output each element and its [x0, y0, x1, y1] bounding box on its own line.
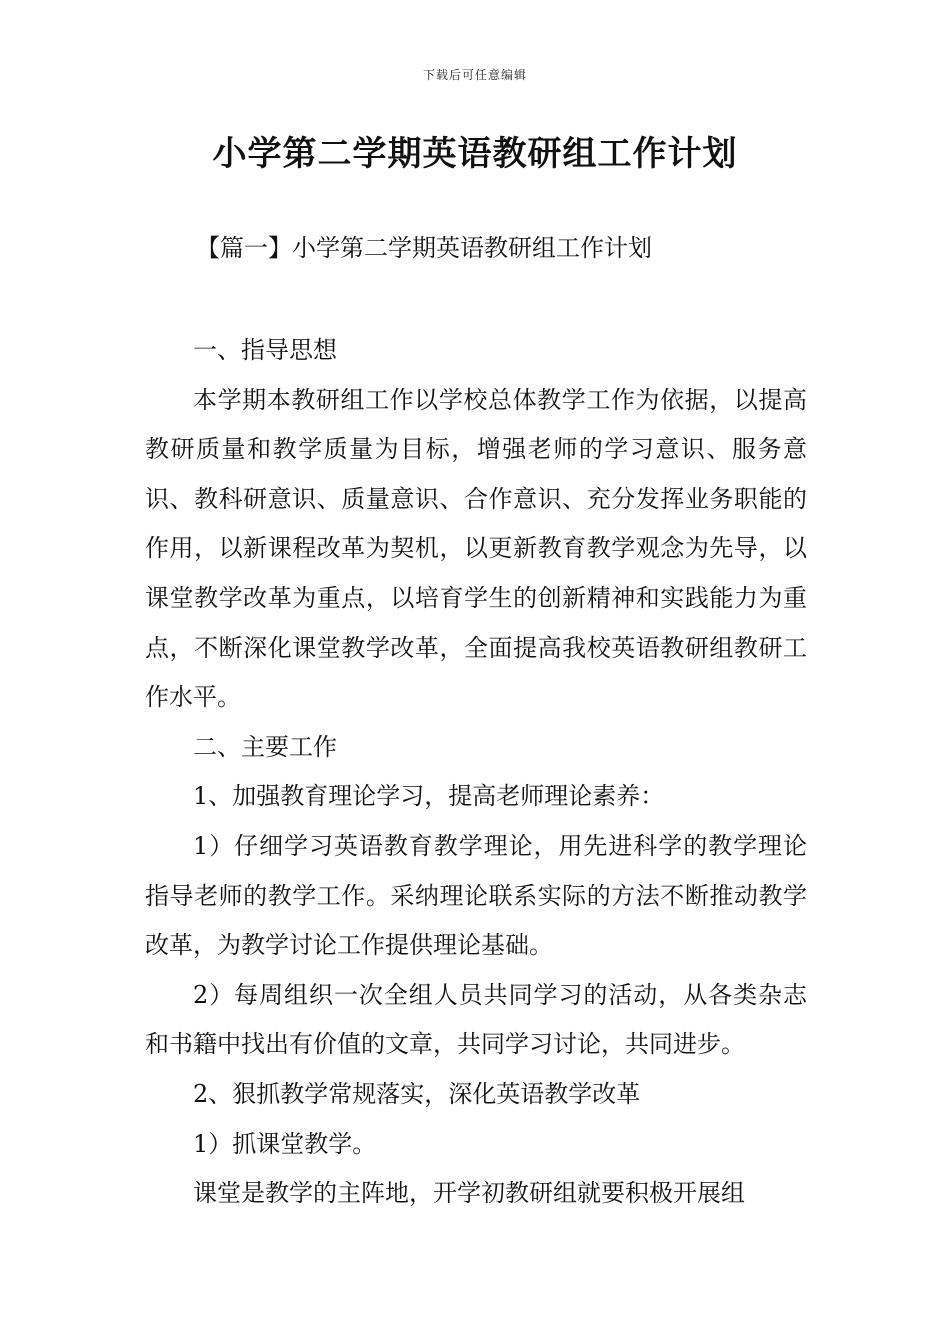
document-title: 小学第二学期英语教研组工作计划 [212, 134, 738, 174]
heading-guiding-ideology: 一、指导思想 [193, 336, 337, 364]
header-note: 下载后可任意编辑 [422, 68, 527, 82]
item-2-teaching-routine: 2、狠抓教学常规落实，深化英语教学改革 [193, 1079, 641, 1108]
section-heading: 【篇一】小学第二学期英语教研组工作计划 [196, 234, 652, 262]
item-1-theory-study: 1、加强教育理论学习，提高老师理论素养： [193, 782, 665, 811]
item-1-1-study-theory: 1）仔细学习英语教育教学理论，用先进科学的教学理论指导老师的教学工作。采纳理论联系实际的方法不断推动教学改革，为教学讨论工作提供理论基础。 [145, 831, 807, 960]
paragraph-guiding-ideology: 本学期本教研组工作以学校总体教学工作为依据，以提高教研质量和教学质量为目标，增强老师的学习意识、服务意识、教科研意识、质量意识、合作意识、充分发挥业务职能的作用，以新课程改革为契机，以更新教育教学观念为先导，以课堂教学改革为重点，以培育学生的创新精神和实践能力为重点，不断深化课堂教学改革，全面提高我校英语教研组教研工作水平。 [145, 385, 807, 712]
item-2-1-classroom-teaching: 1）抓课堂教学。 [193, 1129, 377, 1158]
document-body [145, 326, 807, 1219]
paragraph-classroom: 课堂是教学的主阵地，开学初教研组就要积极开展组 [193, 1179, 745, 1208]
heading-main-work: 二、主要工作 [193, 732, 337, 761]
item-1-2-weekly-study: 2）每周组织一次全组人员共同学习的活动，从各类杂志和书籍中找出有价值的文章，共同学习讨论，共同进步。 [145, 980, 807, 1059]
